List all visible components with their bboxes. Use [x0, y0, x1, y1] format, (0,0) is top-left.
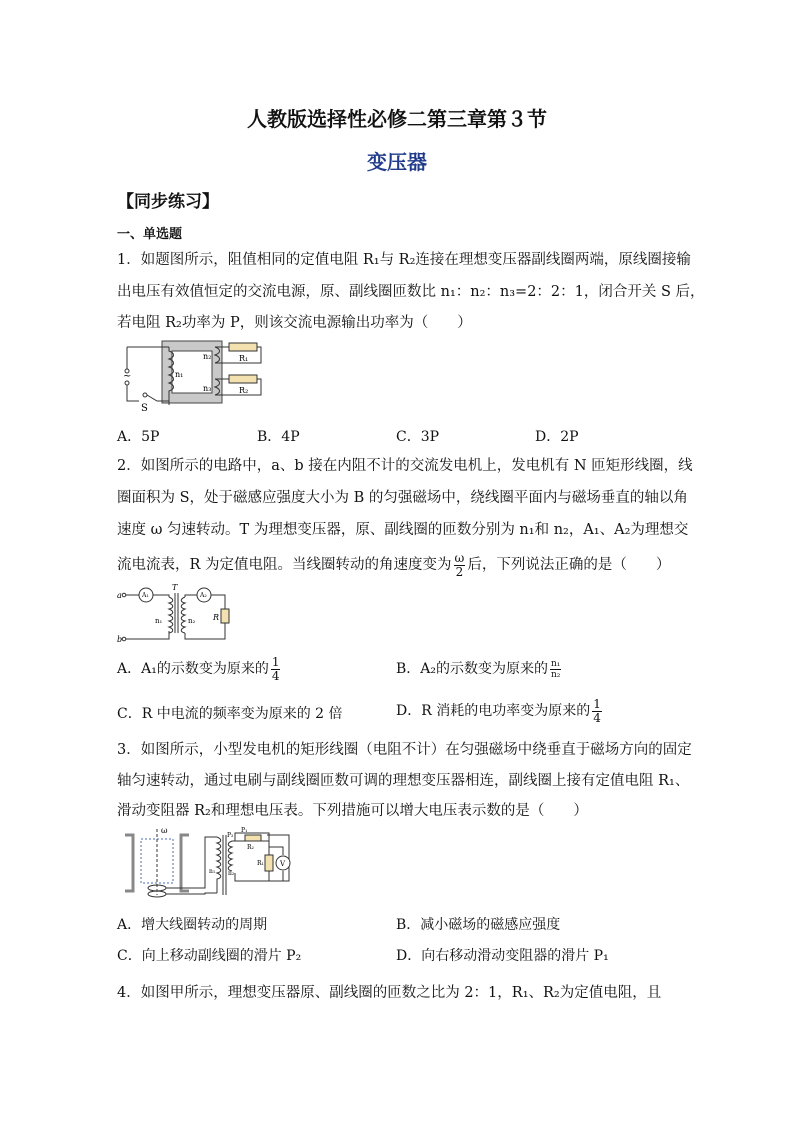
q2-option-b-fraction: [550, 659, 561, 680]
q3-line-3: 滑动变阻器 R₂和理想电压表。下列措施可以增大电压表示数的是（ ）: [117, 803, 588, 819]
q4-line-1: 4．如图甲所示，理想变压器原、副线圈的匝数之比为 2：1，R₁、R₂为定值电阻，且: [117, 985, 662, 1001]
q3-r2-label: R₂: [247, 844, 254, 851]
q2-t-label: T: [172, 583, 178, 592]
q1-n3-label: n₃: [203, 384, 212, 393]
q1-option-b[interactable]: B．4P: [257, 429, 300, 445]
q2-resistor: [221, 609, 229, 623]
q3-p2-label: P₂: [227, 832, 234, 839]
q2-option-c[interactable]: C．R 中电流的频率变为原来的 2 倍: [117, 706, 343, 722]
q3-n2-label: n₂: [228, 870, 235, 877]
q1-ac-source-label: ~: [123, 371, 132, 382]
q1-option-a[interactable]: A．5P: [117, 429, 160, 445]
q2-line-3: 速度 ω 匀速转动。T 为理想变压器，原、副线圈的匝数分别为 n₁和 n₂，A₁、A₂为理想交: [117, 522, 689, 538]
q3-option-a[interactable]: A．增大线圈转动的周期: [117, 917, 268, 933]
q3-r1-label: R₁: [257, 860, 264, 867]
q2-a1-label: A₁: [142, 592, 149, 599]
q2-option-b-den: n₂: [551, 669, 561, 680]
q2-n2-label: n₂: [188, 617, 196, 625]
q2-option-d[interactable]: [396, 696, 604, 726]
q3-resistor-r1: [265, 855, 273, 871]
page-subtitle: 变压器: [367, 150, 427, 174]
q2-figure: [117, 583, 242, 645]
q2-option-a[interactable]: [117, 654, 282, 684]
q2-a-terminal: a: [117, 591, 122, 600]
q2-n1-label: n₁: [155, 617, 163, 625]
q3-p1-label: P₁: [241, 827, 248, 834]
q2-line-1: 2．如图所示的电路中，a、b 接在内阻不计的交流发电机上，发电机有 N 匝矩形线圈，线: [117, 458, 693, 474]
q3-figure: [117, 825, 297, 903]
q3-line-1: 3．如图所示，小型发电机的矩形线圈（电阻不计）在匀强磁场中绕垂直于磁场方向的固定: [117, 742, 692, 758]
q1-option-c[interactable]: C．3P: [396, 429, 440, 445]
q2-option-d-num: 1: [593, 696, 601, 711]
q1-n2-label: n₂: [203, 352, 212, 361]
q3-option-c[interactable]: C．向上移动副线圈的滑片 P₂: [117, 948, 302, 964]
q2-option-a-fraction: [271, 656, 281, 683]
q1-r1-resistor: [229, 343, 257, 351]
q1-line-1: 1．如题图所示，阻值相同的定值电阻 R₁与 R₂连接在理想变压器副线圈两端，原线圈接输: [117, 252, 691, 268]
q2-omega-fraction: [454, 552, 466, 579]
q3-slide-rheostat: [245, 835, 261, 841]
q2-fraction-num: ω: [454, 550, 465, 565]
q3-n1-label: n₁: [209, 868, 216, 875]
page-title: 人教版选择性必修二第三章第３节: [247, 107, 547, 131]
section-heading: 【同步练习】: [117, 192, 219, 212]
q1-r2-resistor: [229, 375, 257, 383]
q1-n1-label: n₁: [175, 370, 184, 379]
q2-r-label: R: [213, 613, 220, 622]
q2-option-b-text: B．A₂的示数变为原来的: [396, 661, 549, 677]
q3-magnet-right: [181, 835, 189, 891]
q1-r1-label: R₁: [239, 354, 249, 363]
q1-switch-label: S: [141, 403, 148, 414]
q2-fraction-den: 2: [455, 564, 464, 579]
q2-option-d-den: 4: [593, 710, 601, 725]
q1-option-d[interactable]: D．2P: [535, 429, 579, 445]
q2-line-4-start: 流电流表，R 为定值电阻。当线圈转动的角速度变为: [117, 557, 452, 573]
q1-line-3: 若电阻 R₂功率为 P，则该交流电源输出功率为（ ）: [117, 315, 472, 331]
q1-line-2: 出电压有效值恒定的交流电源，原、副线圈匝数比 n₁：n₂：n₃=2：2：1，闭合开关 S 后，: [117, 284, 705, 300]
q2-line-4: [117, 550, 670, 580]
q1-r2-label: R₂: [239, 386, 249, 395]
q2-a2-label: A₂: [200, 592, 207, 599]
q2-option-d-fraction: [592, 698, 602, 725]
q3-omega-label: ω: [161, 826, 168, 835]
q2-line-2: 圈面积为 S，处于磁感应强度大小为 B 的匀强磁场中，绕线圈平面内与磁场垂直的轴以角: [117, 490, 688, 506]
q2-option-d-text: D．R 消耗的电功率变为原来的: [396, 703, 591, 719]
q2-option-b[interactable]: [396, 654, 563, 684]
q3-line-2: 轴匀速转动，通过电刷与副线圈匝数可调的理想变压器相连，副线圈上接有定值电阻 R₁、: [117, 773, 690, 789]
q3-magnet-left: [125, 835, 133, 891]
q2-option-b-num: n₁: [551, 658, 561, 669]
q3-option-d[interactable]: D．向右移动滑动变阻器的滑片 P₁: [396, 948, 609, 964]
q2-option-a-den: 4: [271, 668, 280, 683]
q3-option-b[interactable]: B．减小磁场的磁感应强度: [396, 917, 561, 933]
q2-line-4-end: 后，下列说法正确的是（ ）: [467, 557, 671, 573]
q1-figure: [117, 335, 277, 415]
q3-v-label: V: [280, 860, 286, 868]
q2-option-a-num: 1: [271, 654, 280, 669]
q2-b-terminal: b: [117, 635, 123, 644]
subsection-heading: 一、单选题: [117, 227, 183, 242]
q2-option-a-text: A．A₁的示数变为原来的: [117, 661, 269, 677]
